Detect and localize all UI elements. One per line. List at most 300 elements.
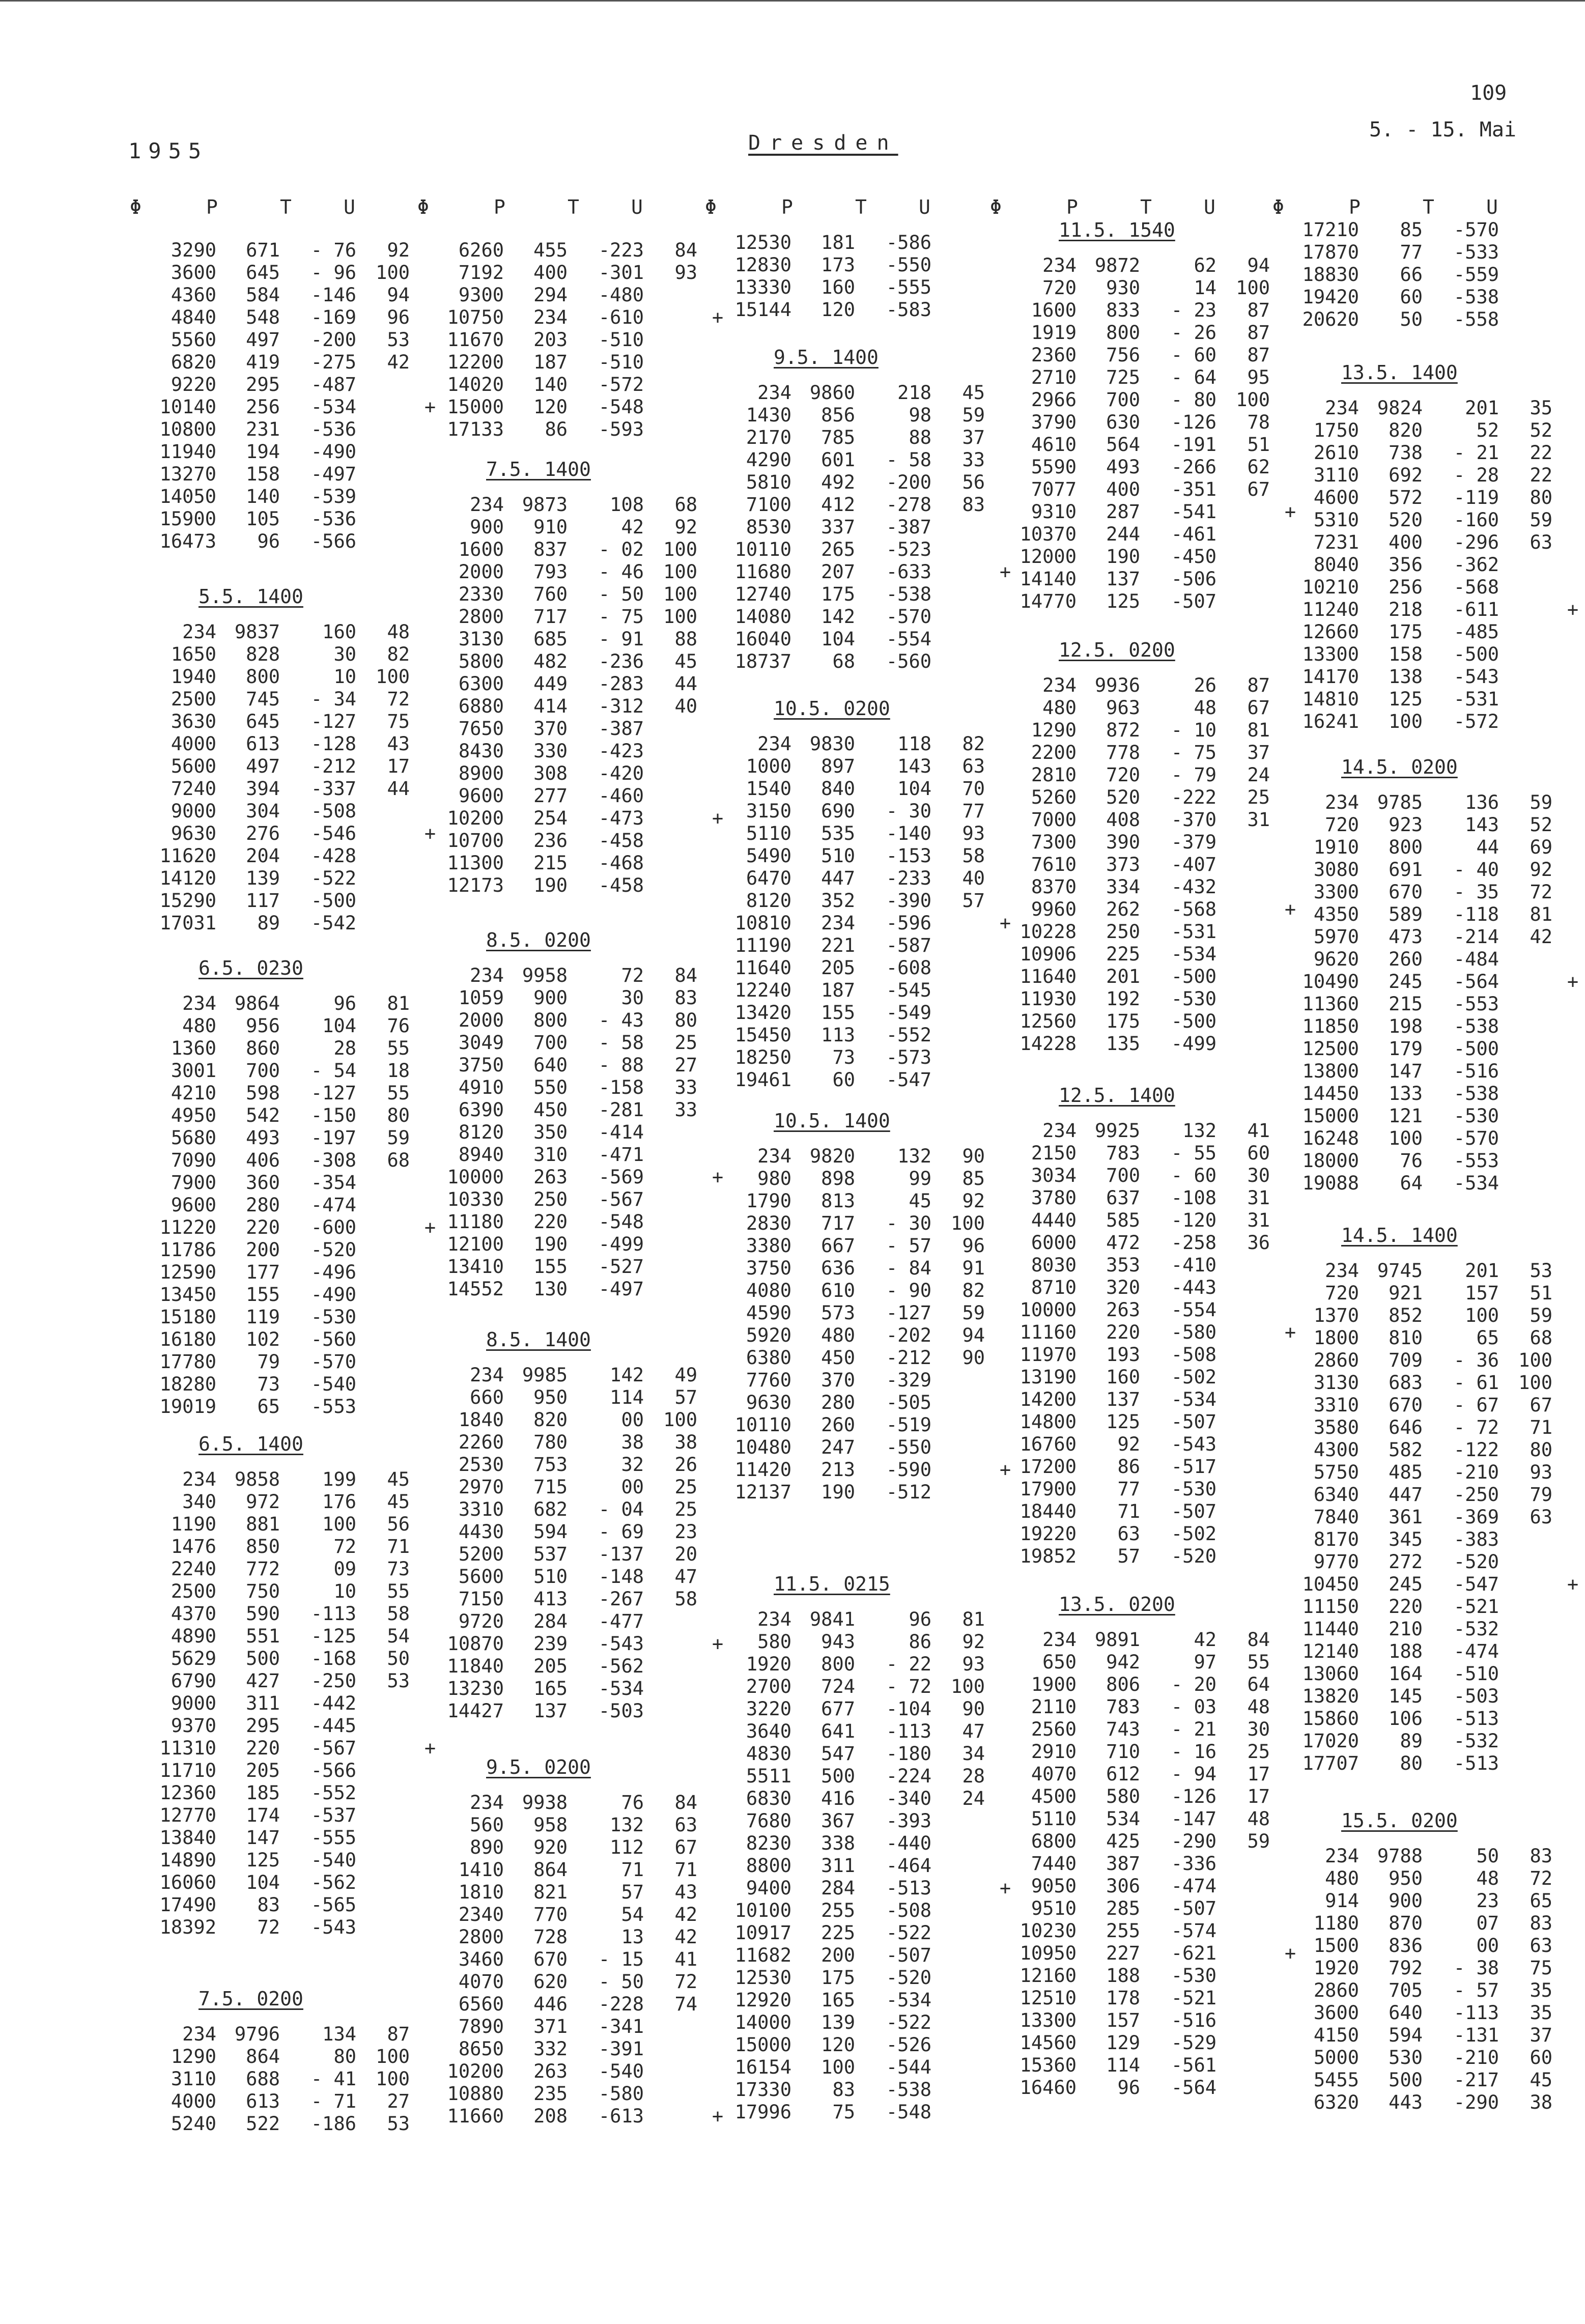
temperature-value: -387 <box>598 718 644 740</box>
pressure-value: 80 <box>1400 1752 1423 1774</box>
sounding-title: 11.5. 1540 <box>1059 219 1175 241</box>
pressure-value: 120 <box>821 299 855 321</box>
pressure-value: 145 <box>1389 1685 1423 1707</box>
pressure-value: 9864 <box>234 993 280 1014</box>
pressure-value: 263 <box>533 2060 568 2082</box>
temperature-value: - 43 <box>598 1009 644 1031</box>
pressure-value: 129 <box>1106 2032 1140 2054</box>
height-value: 2530 <box>458 1454 504 1476</box>
humidity-value: 38 <box>674 1431 697 1453</box>
pressure-value: 705 <box>1389 1979 1423 2001</box>
height-value: 10230 <box>1020 1920 1077 1942</box>
humidity-value: 24 <box>1247 764 1270 786</box>
pressure-value: 308 <box>533 762 568 784</box>
humidity-value: 84 <box>674 1792 697 1813</box>
humidity-value: 56 <box>387 1513 410 1535</box>
temperature-value: -499 <box>598 1233 644 1255</box>
height-value: 12560 <box>1020 1010 1077 1032</box>
height-value: 6320 <box>1313 2091 1359 2113</box>
pressure-value: 201 <box>1106 966 1140 987</box>
height-value: 4590 <box>746 1302 791 1324</box>
height-value: 234 <box>757 1145 791 1167</box>
humidity-value: 58 <box>962 845 985 867</box>
temperature-value: - 50 <box>598 1971 644 1993</box>
height-value: 9400 <box>746 1877 791 1899</box>
pressure-value: 485 <box>1389 1461 1423 1483</box>
temperature-value: -500 <box>310 890 356 912</box>
pressure-value: 480 <box>821 1324 855 1346</box>
height-value: 1919 <box>1031 322 1077 344</box>
humidity-value: 59 <box>962 404 985 426</box>
height-value: 4370 <box>171 1603 216 1625</box>
height-value: 580 <box>757 1631 791 1653</box>
pressure-value: 337 <box>821 516 855 538</box>
pressure-value: 637 <box>1106 1187 1140 1209</box>
temperature-value: - 36 <box>1453 1349 1499 1371</box>
height-value: 18392 <box>159 1916 216 1938</box>
temperature-value: -484 <box>1453 948 1499 970</box>
height-value: 7300 <box>1031 831 1077 853</box>
temperature-value: -567 <box>598 1188 644 1210</box>
pressure-value: 419 <box>246 351 280 373</box>
height-value: 14140 <box>1020 568 1077 590</box>
humidity-value: 72 <box>1530 1867 1552 1889</box>
temperature-value: -497 <box>598 1278 644 1300</box>
temperature-value: 143 <box>1465 814 1499 836</box>
pressure-value: 9891 <box>1094 1629 1140 1651</box>
temperature-value: -485 <box>1453 621 1499 643</box>
temperature-value: -329 <box>886 1369 931 1391</box>
temperature-value: -496 <box>310 1261 356 1283</box>
height-value: 4000 <box>171 733 216 755</box>
height-value: 1940 <box>171 666 216 688</box>
humidity-value: 92 <box>387 239 410 261</box>
height-value: 11620 <box>159 845 216 867</box>
temperature-value: -570 <box>310 1351 356 1373</box>
height-value: 10810 <box>734 912 791 934</box>
temperature-value: -520 <box>886 1967 931 1989</box>
height-value: 13230 <box>447 1678 504 1699</box>
temperature-value: -477 <box>598 1610 644 1632</box>
humidity-value: 100 <box>663 1409 697 1431</box>
height-value: 10450 <box>1302 1573 1359 1595</box>
temperature-value: -108 <box>1171 1187 1216 1209</box>
height-value: 1600 <box>458 539 504 560</box>
humidity-value: 100 <box>951 1676 985 1697</box>
pressure-value: 133 <box>1389 1083 1423 1104</box>
pressure-value: 800 <box>533 1009 568 1031</box>
pressure-value: 227 <box>1106 1942 1140 1964</box>
height-value: 14450 <box>1302 1083 1359 1104</box>
height-value: 9770 <box>1313 1551 1359 1573</box>
pressure-value: 837 <box>533 539 568 560</box>
pressure-value: 688 <box>246 2068 280 2090</box>
pressure-value: 670 <box>1389 1394 1423 1416</box>
humidity-value: 45 <box>387 1491 410 1513</box>
humidity-value: 87 <box>1247 322 1270 344</box>
temperature-value: -552 <box>886 1024 931 1046</box>
temperature-value: -497 <box>310 463 356 485</box>
height-value: 13270 <box>159 463 216 485</box>
height-value: 15000 <box>734 2034 791 2056</box>
temperature-value: -258 <box>1171 1232 1216 1254</box>
pressure-value: 185 <box>246 1782 280 1804</box>
height-value: 13450 <box>159 1284 216 1306</box>
pressure-value: 247 <box>821 1436 855 1458</box>
height-value: 15450 <box>734 1024 791 1046</box>
pressure-value: 254 <box>533 807 568 829</box>
pressure-value: 139 <box>821 2011 855 2033</box>
pressure-value: 594 <box>533 1521 568 1543</box>
height-value: 4080 <box>746 1280 791 1301</box>
humidity-value: 51 <box>1530 1282 1552 1304</box>
humidity-value: 82 <box>962 733 985 755</box>
temperature-value: -336 <box>1171 1853 1216 1875</box>
pressure-value: 530 <box>1389 2047 1423 2068</box>
temperature-value: 32 <box>621 1454 644 1476</box>
pressure-value: 950 <box>1389 1867 1423 1889</box>
temperature-value: -564 <box>1171 2077 1216 2099</box>
temperature-value: -131 <box>1453 2024 1499 2046</box>
pressure-value: 898 <box>821 1168 855 1189</box>
pressure-value: 387 <box>1106 1853 1140 1875</box>
pressure-value: 9873 <box>522 494 568 516</box>
pressure-value: 534 <box>1106 1808 1140 1830</box>
height-value: 4210 <box>171 1082 216 1104</box>
height-value: 19420 <box>1302 286 1359 308</box>
pressure-value: 204 <box>246 845 280 867</box>
temperature-value: -217 <box>1453 2069 1499 2091</box>
top-rule <box>0 0 1585 2</box>
pressure-value: 250 <box>533 1188 568 1210</box>
pressure-value: 930 <box>1106 277 1140 299</box>
height-value: 4360 <box>171 284 216 306</box>
height-value: 234 <box>757 382 791 404</box>
height-value: 6000 <box>1031 1232 1077 1254</box>
height-value: 1410 <box>458 1859 504 1881</box>
pressure-value: 350 <box>533 1121 568 1143</box>
temperature-value: -560 <box>886 650 931 672</box>
pressure-value: 820 <box>1389 419 1423 441</box>
height-value: 5560 <box>171 329 216 351</box>
humidity-value: 84 <box>1247 1629 1270 1651</box>
height-value: 980 <box>757 1168 791 1189</box>
temperature-value: -169 <box>310 306 356 328</box>
height-value: 7840 <box>1313 1506 1359 1528</box>
temperature-value: -420 <box>598 762 644 784</box>
temperature-value: 10 <box>333 1580 356 1602</box>
humidity-value: 75 <box>1530 1957 1552 1979</box>
pressure-value: 594 <box>1389 2024 1423 2046</box>
humidity-value: 25 <box>674 1498 697 1520</box>
pressure-value: 390 <box>1106 831 1140 853</box>
temperature-value: -460 <box>598 785 644 807</box>
temperature-value: 00 <box>621 1409 644 1431</box>
height-value: 13420 <box>734 1002 791 1024</box>
pressure-value: 492 <box>821 471 855 493</box>
height-value: 5600 <box>171 755 216 777</box>
height-value: 12770 <box>159 1804 216 1826</box>
temperature-value: -443 <box>1171 1277 1216 1298</box>
temperature-value: 104 <box>897 778 931 800</box>
pressure-value: 482 <box>533 650 568 672</box>
pressure-value: 294 <box>533 284 568 306</box>
height-value: 10870 <box>447 1633 504 1655</box>
temperature-value: -113 <box>1453 2002 1499 2024</box>
pressure-value: 260 <box>1389 948 1423 970</box>
height-value: 1790 <box>746 1190 791 1212</box>
humidity-value: 53 <box>387 329 410 351</box>
height-value: 1370 <box>1313 1305 1359 1326</box>
temperature-value: -128 <box>310 733 356 755</box>
pressure-value: 646 <box>1389 1416 1423 1438</box>
humidity-value: 33 <box>674 1076 697 1098</box>
humidity-value: 94 <box>962 1324 985 1346</box>
height-value: 9000 <box>171 1692 216 1714</box>
humidity-value: 53 <box>387 2113 410 2135</box>
column-header-label: Φ <box>417 196 430 218</box>
height-value: 2150 <box>1031 1142 1077 1164</box>
humidity-value: 58 <box>674 1588 697 1610</box>
temperature-value: -191 <box>1171 434 1216 456</box>
flag-mark: + <box>1284 501 1296 523</box>
pressure-value: 547 <box>821 1743 855 1765</box>
temperature-value: -414 <box>598 1121 644 1143</box>
height-value: 3220 <box>746 1698 791 1720</box>
humidity-value: 93 <box>962 1653 985 1675</box>
temperature-value: 65 <box>1476 1327 1499 1349</box>
pressure-value: 280 <box>246 1194 280 1216</box>
pressure-value: 158 <box>1389 643 1423 665</box>
height-value: 2240 <box>171 1558 216 1580</box>
height-value: 13820 <box>1302 1685 1359 1707</box>
height-value: 1180 <box>1313 1912 1359 1934</box>
height-value: 5000 <box>1313 2047 1359 2068</box>
temperature-value: -530 <box>1171 988 1216 1010</box>
humidity-value: 100 <box>663 539 697 560</box>
pressure-value: 548 <box>246 306 280 328</box>
humidity-value: 63 <box>962 755 985 777</box>
pressure-value: 155 <box>533 1256 568 1278</box>
pressure-value: 683 <box>1389 1372 1423 1394</box>
height-value: 8230 <box>746 1832 791 1854</box>
pressure-value: 164 <box>1389 1663 1423 1685</box>
temperature-value: - 75 <box>598 606 644 628</box>
pressure-value: 690 <box>821 800 855 822</box>
pressure-value: 700 <box>246 1060 280 1082</box>
height-value: 11440 <box>1302 1618 1359 1640</box>
column-header-label: U <box>919 196 931 218</box>
pressure-value: 793 <box>533 561 568 583</box>
temperature-value: -530 <box>1453 1105 1499 1127</box>
humidity-value: 40 <box>962 867 985 889</box>
pressure-value: 590 <box>246 1603 280 1625</box>
temperature-value: -565 <box>310 1894 356 1916</box>
pressure-value: 64 <box>1400 1172 1423 1194</box>
pressure-value: 188 <box>1389 1640 1423 1662</box>
humidity-value: 48 <box>1247 1696 1270 1718</box>
height-value: 11240 <box>1302 599 1359 620</box>
height-value: 1900 <box>1031 1674 1077 1695</box>
temperature-value: -278 <box>886 494 931 516</box>
height-value: 4070 <box>1031 1763 1077 1785</box>
pressure-value: 100 <box>821 2056 855 2078</box>
pressure-value: 215 <box>533 852 568 874</box>
temperature-value: -391 <box>598 2038 644 2060</box>
pressure-value: 493 <box>1106 456 1140 478</box>
pressure-value: 800 <box>821 1653 855 1675</box>
pressure-value: 104 <box>821 628 855 650</box>
height-value: 11190 <box>734 934 791 956</box>
temperature-value: -266 <box>1171 456 1216 478</box>
height-value: 7100 <box>746 494 791 516</box>
humidity-value: 30 <box>1247 1718 1270 1740</box>
pressure-value: 510 <box>821 845 855 867</box>
column-header-label: T <box>1423 196 1435 218</box>
temperature-value: 100 <box>1465 1305 1499 1326</box>
temperature-value: -532 <box>1453 1618 1499 1640</box>
height-value: 3290 <box>171 239 216 261</box>
humidity-value: 48 <box>387 621 410 643</box>
pressure-value: 121 <box>1389 1105 1423 1127</box>
pressure-value: 137 <box>1106 568 1140 590</box>
temperature-value: -534 <box>1453 1172 1499 1194</box>
pressure-value: 208 <box>533 2105 568 2127</box>
height-value: 11640 <box>1020 966 1077 987</box>
pressure-value: 210 <box>1389 1618 1423 1640</box>
humidity-value: 59 <box>1530 509 1552 531</box>
temperature-value: -250 <box>1453 1484 1499 1506</box>
height-value: 3460 <box>458 1948 504 1970</box>
year-label: 1955 <box>128 138 209 163</box>
pressure-value: 86 <box>545 418 568 440</box>
pressure-value: 367 <box>821 1810 855 1832</box>
height-value: 12510 <box>1020 1987 1077 2009</box>
height-value: 4910 <box>458 1076 504 1098</box>
pressure-value: 958 <box>533 1814 568 1836</box>
flag-mark: + <box>712 1166 724 1188</box>
height-value: 14800 <box>1020 1411 1077 1433</box>
height-value: 19461 <box>734 1069 791 1091</box>
temperature-value: -468 <box>598 852 644 874</box>
temperature-value: - 84 <box>886 1257 931 1279</box>
temperature-value: -423 <box>598 740 644 762</box>
pressure-value: 193 <box>1106 1344 1140 1366</box>
pressure-value: 174 <box>246 1804 280 1826</box>
pressure-value: 400 <box>1389 531 1423 553</box>
pressure-value: 106 <box>1389 1708 1423 1730</box>
temperature-value: -516 <box>1453 1060 1499 1082</box>
temperature-value: -522 <box>310 867 356 889</box>
height-value: 2170 <box>746 427 791 448</box>
pressure-value: 772 <box>246 1558 280 1580</box>
height-value: 3310 <box>1313 1394 1359 1416</box>
height-value: 1360 <box>171 1037 216 1059</box>
height-value: 14050 <box>159 486 216 507</box>
pressure-value: 310 <box>533 1144 568 1166</box>
humidity-value: 67 <box>674 1836 697 1858</box>
height-value: 3130 <box>458 628 504 650</box>
height-value: 14560 <box>1020 2032 1077 2054</box>
height-value: 4290 <box>746 449 791 471</box>
pressure-value: 120 <box>533 396 568 418</box>
height-value: 10100 <box>734 1900 791 1921</box>
pressure-value: 756 <box>1106 344 1140 366</box>
humidity-value: 55 <box>1247 1651 1270 1673</box>
temperature-value: -569 <box>598 1166 644 1188</box>
height-value: 17996 <box>734 2101 791 2123</box>
temperature-value: 143 <box>897 755 931 777</box>
pressure-value: 840 <box>821 778 855 800</box>
height-value: 13300 <box>1302 643 1359 665</box>
temperature-value: -573 <box>886 1046 931 1068</box>
temperature-value: -490 <box>310 1284 356 1306</box>
pressure-value: 580 <box>1106 1785 1140 1807</box>
height-value: 8650 <box>458 2038 504 2060</box>
height-value: 8040 <box>1313 554 1359 576</box>
humidity-value: 25 <box>674 1032 697 1054</box>
pressure-value: 361 <box>1389 1506 1423 1528</box>
height-value: 18737 <box>734 650 791 672</box>
humidity-value: 83 <box>962 494 985 516</box>
height-value: 10200 <box>447 807 504 829</box>
height-value: 234 <box>757 733 791 755</box>
pressure-value: 175 <box>821 583 855 605</box>
column-header-label: Φ <box>1272 196 1285 218</box>
height-value: 7090 <box>171 1149 216 1171</box>
temperature-value: -587 <box>886 934 931 956</box>
temperature-value: -540 <box>598 2060 644 2082</box>
pressure-value: 89 <box>257 912 280 934</box>
pressure-value: 810 <box>1389 1327 1423 1349</box>
sounding-title: 7.5. 0200 <box>199 1988 303 2010</box>
height-value: 16460 <box>1020 2077 1077 2099</box>
height-value: 5810 <box>746 471 791 493</box>
pressure-value: 9860 <box>809 382 855 404</box>
temperature-value: -516 <box>1171 2009 1216 2031</box>
pressure-value: 138 <box>1389 666 1423 688</box>
height-value: 900 <box>470 516 504 538</box>
humidity-value: 59 <box>1530 1305 1552 1326</box>
height-value: 14552 <box>447 1278 504 1300</box>
humidity-value: 17 <box>1247 1785 1270 1807</box>
temperature-value: -500 <box>1171 1010 1216 1032</box>
height-value: 12590 <box>159 1261 216 1283</box>
height-value: 5310 <box>1313 509 1359 531</box>
humidity-value: 63 <box>1530 531 1552 553</box>
temperature-value: -506 <box>1171 568 1216 590</box>
height-value: 8120 <box>746 890 791 912</box>
flag-mark: + <box>999 912 1011 934</box>
height-value: 5800 <box>458 650 504 672</box>
temperature-value: -547 <box>886 1069 931 1091</box>
pressure-value: 715 <box>533 1476 568 1498</box>
temperature-value: -126 <box>1171 1785 1216 1807</box>
humidity-value: 79 <box>1530 1484 1552 1506</box>
height-value: 2830 <box>746 1212 791 1234</box>
pressure-value: 9936 <box>1094 674 1140 696</box>
height-value: 11682 <box>734 1944 791 1966</box>
height-value: 14170 <box>1302 666 1359 688</box>
height-value: 16154 <box>734 2056 791 2078</box>
height-value: 18250 <box>734 1046 791 1068</box>
humidity-value: 100 <box>1236 389 1270 411</box>
humidity-value: 43 <box>674 1881 697 1903</box>
pressure-value: 641 <box>821 1720 855 1742</box>
pressure-value: 550 <box>533 1076 568 1098</box>
temperature-value: -520 <box>1453 1551 1499 1573</box>
pressure-value: 96 <box>1117 2077 1140 2099</box>
